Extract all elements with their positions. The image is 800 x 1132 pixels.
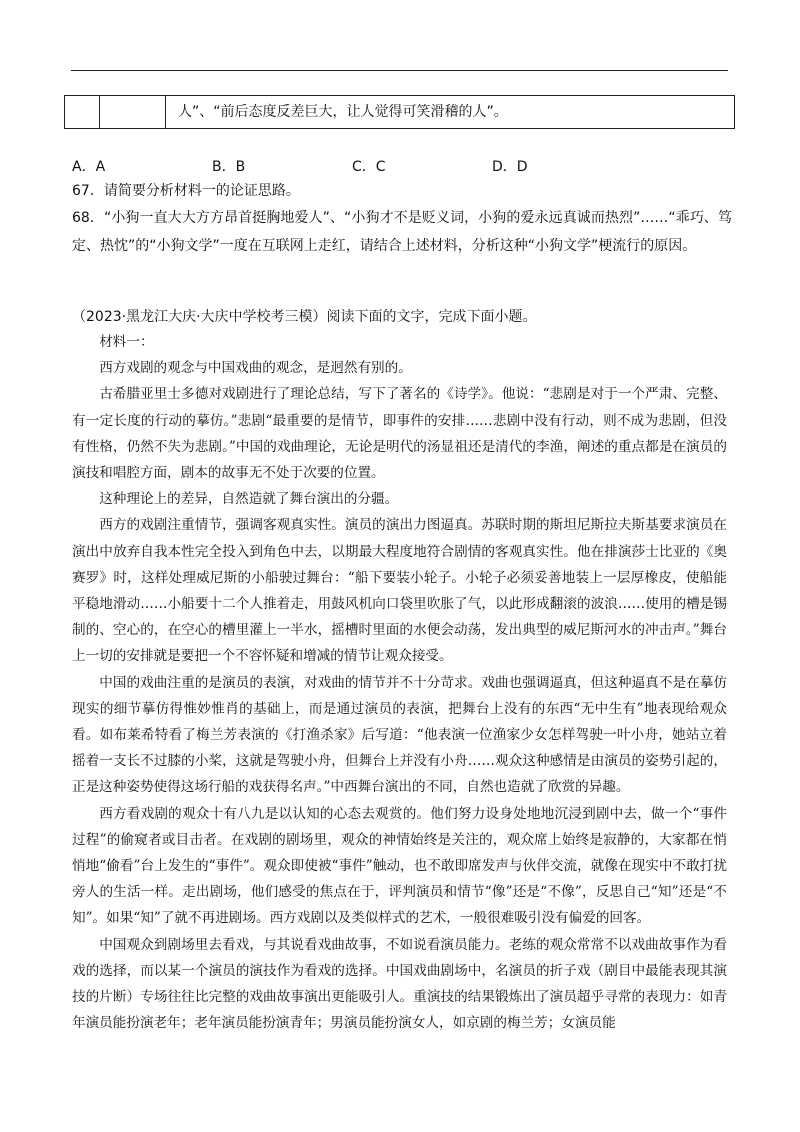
question-68: 68．“小狗一直大大方方昂首挺胸地爱人”、“小狗才不是贬义词，小狗的爱永远真诚而热烈”……“乖巧、笃定、热忱”的“小狗文学”一度在互联网上走红，请结合上述材料，分析这种“小狗文学”梗流行的原因。 bbox=[72, 210, 732, 254]
question-67: 67．请简要分析材料一的论证思路。 bbox=[72, 183, 300, 199]
material-label: 材料一： bbox=[99, 334, 154, 350]
paragraph: 中国的戏曲注重的是演员的表演，对戏曲的情节并不十分苛求。戏曲也强调逼真，但这种逼真不是在摹仿现实的细节摹仿得惟妙惟肖的基础上，而是通过演员的表演，把舞台上没有的东西“无中生有”地表现给观众看。如布莱希特看了梅兰芳表演的《打渔杀家》后写道：“他表演一位渔家少女怎样驾驶一叶小舟，她站立着摇着一支长不过膝的小桨，这就是驾驶小舟，但舞台上并没有小舟……观众这种感情是由演员的姿势引起的，正是这种姿势使得这场行船的戏获得名声。”中西舞台演出的不同，自然也造就了欣赏的异趣。 bbox=[72, 674, 727, 796]
answer-options bbox=[72, 156, 632, 176]
material-one bbox=[72, 329, 727, 1036]
table-cell-text: 人”、“前后态度反差巨大，让人觉得可笑滑稽的人”。 bbox=[178, 104, 508, 120]
table-fragment bbox=[64, 95, 735, 129]
paragraph: 古希腊亚里士多德对戏剧进行了理论总结，写下了著名的《诗学》。他说：“悲剧是对于一个严肃、完整、有一定长度的行动的摹仿。”悲剧“最重要的是情节，即事件的安排……悲剧中没有行动，则不成为悲剧，但没有性格，仍然不失为悲剧。”中国的戏曲理论，无论是明代的汤显祖还是清代的李渔，阐述的重点都是在演员的演技和唱腔方面，剧本的故事无不处于次要的位置。 bbox=[72, 386, 727, 482]
paragraph: 这种理论上的差异，自然造就了舞台演出的分疆。 bbox=[99, 491, 399, 508]
option-a: A．A bbox=[72, 159, 106, 175]
paragraph: 西方看戏剧的观众十有八九是以认知的心态去观赏的。他们努力设身处地地沉浸到剧中去，做一个“事件过程”的偷窥者或目击者。在戏剧的剧场里，观众的神情始终是关注的，观众席上始终是寂静的，大家都在悄悄地“偷看”台上发生的“事件”。观众即使被“事件”触动，也不敢即席发声与伙伴交流，就像在现实中不敢打扰旁人的生活一样。走出剧场，他们感受的焦点在于，评判演员和情节“像”还是“不像”，反思自己“知”还是“不知”。如果“知”了就不再进剧场。西方戏剧以及类似样式的艺术，一般很难吸引没有偏爱的回客。 bbox=[72, 805, 727, 927]
option-c: C．C bbox=[352, 159, 386, 175]
table-cell-empty bbox=[65, 96, 100, 128]
paragraph: 中国观众到剧场里去看戏，与其说看戏曲故事，不如说看演员能力。老练的观众常常不以戏曲故事作为看戏的选择，而以某一个演员的演技作为看戏的选择。中国戏曲剧场中，名演员的折子戏（剧目中最能表现其演技的片断）专场往往比完整的戏曲故事演出更能吸引人。重演技的结果锻炼出了演员超乎寻常的表现力：如青年演员能扮演老年；老年演员能扮演青年；男演员能扮演女人，如京剧的梅兰芳；女演员能 bbox=[72, 936, 727, 1032]
paragraph: 西方戏剧的观念与中国戏曲的观念，是迥然有别的。 bbox=[99, 360, 412, 377]
header-rule bbox=[71, 70, 728, 71]
option-d: D．D bbox=[492, 159, 528, 175]
paragraph: 西方的戏剧注重情节，强调客观真实性。演员的演出力图逼真。苏联时期的斯坦尼斯拉夫斯基要求演员在演出中放弃自我本性完全投入到角色中去，以期最大程度地符合剧情的客观真实性。他在排演莎士比亚的《奥赛罗》时，这样处理威尼斯的小船驶过舞台：“船下要装小轮子。小轮子必须妥善地装上一层厚橡皮，使船能平稳地滑动……小船要十二个人推着走，用鼓风机向口袋里吹胀了气，以此形成翻滚的波浪……使用的槽是锡制的、空心的，在空心的槽里灌上一半水，摇槽时里面的水便会动荡，发出典型的威尼斯河水的冲击声。”舞台上一切的安排就是要把一个不容怀疑和增减的情节让观众接受。 bbox=[72, 517, 727, 665]
option-b: B．B bbox=[212, 159, 246, 175]
table-cell-empty bbox=[100, 96, 166, 128]
passage-source: （2023·黑龙江大庆·大庆中学校考三模）阅读下面的文字，完成下面小题。 bbox=[72, 309, 537, 325]
